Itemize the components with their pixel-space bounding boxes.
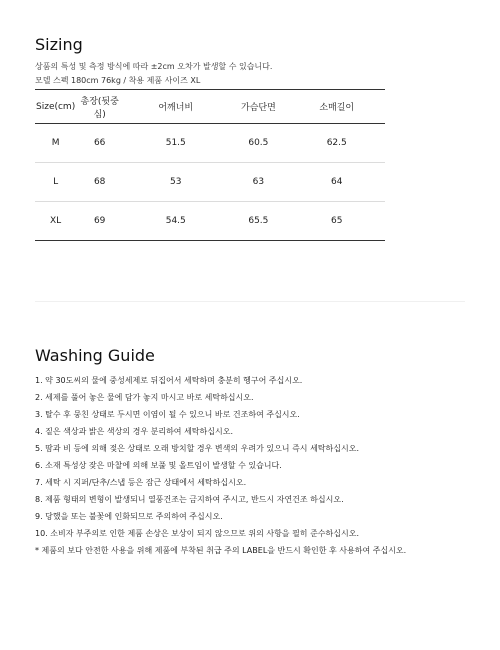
size-table xyxy=(35,89,385,241)
sizing-note: 상품의 특성 및 측정 방식에 따라 ±2cm 오차가 발생할 수 있습니다. xyxy=(35,62,273,71)
table-header-row xyxy=(35,90,385,124)
table-cell: 66 xyxy=(76,124,123,163)
list-item: 4. 짙은 색상과 밝은 색상의 경우 분리하여 세탁하십시오. xyxy=(35,427,233,436)
list-item: 1. 약 30도씨의 물에 중성세제로 뒤집어서 세탁하며 충분히 헹구어 주십시오. xyxy=(35,376,303,385)
list-item: 2. 세제를 풀어 놓은 물에 담가 놓지 마시고 바로 세탁하십시오. xyxy=(35,393,254,402)
table-cell: M xyxy=(35,124,76,163)
list-item: 5. 땀과 비 등에 의해 젖은 상태로 오래 방치할 경우 변색의 우려가 있으니 즉시 세탁하십시오. xyxy=(35,444,359,453)
table-cell: 64 xyxy=(288,163,385,202)
table-cell: 53 xyxy=(123,163,228,202)
model-spec: 모델 스펙 180cm 76kg / 착용 제품 사이즈 XL xyxy=(35,76,201,85)
list-item: 6. 소재 특성상 잦은 마찰에 의해 보풀 및 올트임이 발생할 수 있습니다. xyxy=(35,461,282,470)
list-item: 8. 제품 형태의 변형이 발생되니 열풍건조는 금지하여 주시고, 반드시 자연건조 하십시오. xyxy=(35,495,344,504)
column-header-chest: 가슴단면 xyxy=(228,90,288,124)
table-cell: 62.5 xyxy=(288,124,385,163)
table-cell: 60.5 xyxy=(228,124,288,163)
column-header-shoulder: 어깨너비 xyxy=(123,90,228,124)
list-item: 3. 탈수 후 뭉친 상태로 두시면 이염이 될 수 있으니 바로 건조하여 주십시오. xyxy=(35,410,300,419)
table-row xyxy=(35,124,385,163)
table-cell: 69 xyxy=(93,216,106,226)
list-item: 7. 세탁 시 지퍼/단추/스냅 등은 잠근 상태에서 세탁하십시오. xyxy=(35,478,247,487)
table-row xyxy=(35,163,385,202)
table-row xyxy=(35,202,385,241)
sizing-description xyxy=(35,60,272,88)
section-divider xyxy=(35,301,465,302)
table-cell: 68 xyxy=(76,163,123,202)
table-cell: 54.5 xyxy=(165,216,186,226)
table-cell: 51.5 xyxy=(123,124,228,163)
washing-list xyxy=(35,372,406,559)
table-cell: XL xyxy=(50,216,62,226)
washing-title: Washing Guide xyxy=(35,346,155,365)
column-header-sleeve: 소매길이 xyxy=(288,90,385,124)
table-cell: L xyxy=(35,163,76,202)
list-item: 10. 소비자 부주의로 인한 제품 손상은 보상이 되지 않으므로 위의 사항을 필히 준수하십시오. xyxy=(35,529,359,538)
list-item: 9. 당했을 또는 불꽃에 인화되므로 주의하여 주십시오. xyxy=(35,512,223,521)
table-cell: 63 xyxy=(228,163,288,202)
table-cell: 65 xyxy=(331,216,343,226)
column-header-length: 총장(뒷중심) xyxy=(76,90,123,124)
column-header-size: Size(cm) xyxy=(35,90,76,124)
sizing-title: Sizing xyxy=(35,35,83,54)
list-item: * 제품의 보다 안전한 사용을 위해 제품에 부착된 취급 주의 LABEL을 반드시 확인한 후 사용하여 주십시오. xyxy=(35,546,407,555)
table-cell: 65.5 xyxy=(248,216,269,226)
